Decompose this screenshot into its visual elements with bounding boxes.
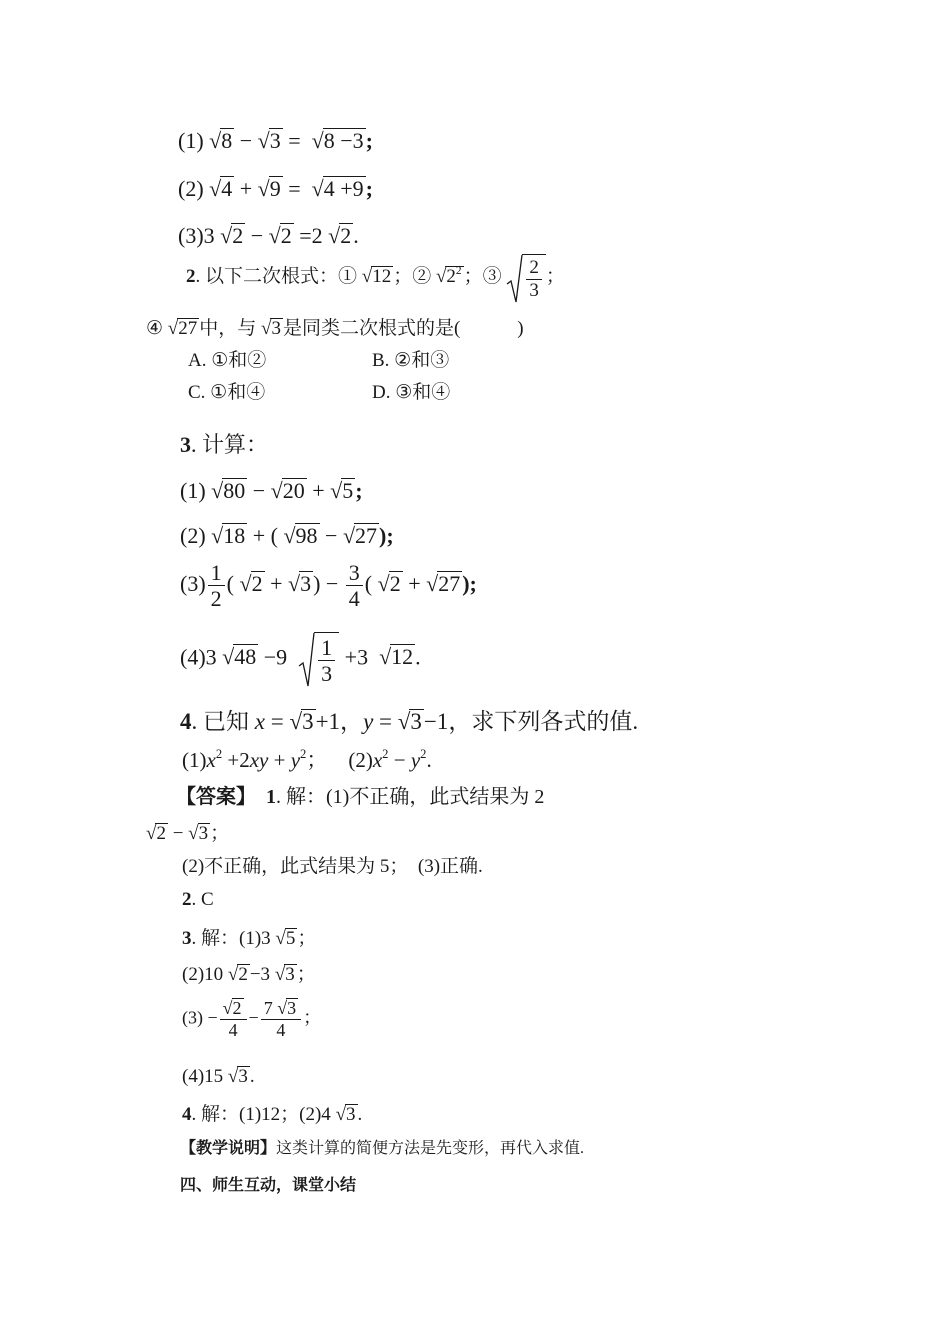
answer-3-part-2: (2)10 √2 −3 √3 ； bbox=[182, 964, 316, 985]
answer-4: 4. 解：(1)12；(2)4 √3 . bbox=[182, 1104, 363, 1125]
answer-2: 2. C bbox=[182, 889, 214, 910]
q3-part-2: (2) √18 + ( √98 − √27); bbox=[180, 523, 394, 548]
q3-part-3: (3) $\frac{1}{2}$ ( √2 + √3) − $\frac{3}{4}$ ( √2 + √27); bbox=[180, 560, 477, 612]
q2-stem-line-1: 2. 以下二次根式：① √12 ；② $√2^2$ ；③ $\frac{2}{3}$ ； bbox=[186, 254, 565, 304]
q1-item-3: (3)3 √2 − √2 =2 √2. bbox=[178, 223, 359, 248]
q3-radical-frac: $\frac{1}{3}$ bbox=[298, 632, 339, 687]
q4-subparts: $(1)x^2 +2xy + y^2$； $(2)x^2 - y^2$. bbox=[182, 747, 432, 772]
answer-1-line-1: 【答案】 1. 解：(1)不正确，此式结果为 2 bbox=[176, 786, 545, 808]
q2-radical-3: $\frac{2}{3}$ bbox=[506, 254, 546, 302]
q2-option-d: D. ③和④ bbox=[372, 382, 451, 403]
teaching-note: 【教学说明】这类计算的简便方法是先变形，再代入求值. bbox=[180, 1140, 585, 1157]
answer-3-part-3: (3) − $\frac{√2}{4}$ − $\frac{7 √3}{4}$ ； bbox=[182, 998, 322, 1040]
q3-part-4: (4)3 √48 −9 $\frac{1}{3}$ +3 √12. bbox=[180, 632, 421, 687]
q2-option-b: B. ②和③ bbox=[372, 350, 450, 371]
q3-title: 3. 计算： bbox=[180, 432, 269, 457]
section-heading: 四、师生互动，课堂小结 bbox=[180, 1177, 357, 1194]
q3-part-1: (1) √80 − √20 + √5; bbox=[180, 478, 363, 503]
q1-item-2: (2) √4 + √9 = √4 +9; bbox=[178, 176, 373, 201]
q1-item-1: (1) √8 − √3 = √8 −3; bbox=[178, 128, 373, 153]
q2-option-a: A. ①和② bbox=[188, 350, 267, 371]
q2-stem-line-2: ④ √27 中，与 √3 是同类二次根式的是( ) bbox=[146, 318, 524, 339]
q4-stem: 4. 已知 x = √3+1，y = √3−1，求下列各式的值. bbox=[180, 709, 639, 734]
q2-option-c: C. ①和④ bbox=[188, 382, 266, 403]
answer-3-part-4: (4)15 √3 . bbox=[182, 1066, 255, 1087]
answer-1-line-3: (2)不正确，此式结果为 5； (3)正确. bbox=[182, 856, 483, 877]
answer-1-line-2: √2 − √3 ； bbox=[146, 823, 230, 844]
answer-3-part-1: 3. 解：(1)3 √5 ； bbox=[182, 928, 317, 949]
